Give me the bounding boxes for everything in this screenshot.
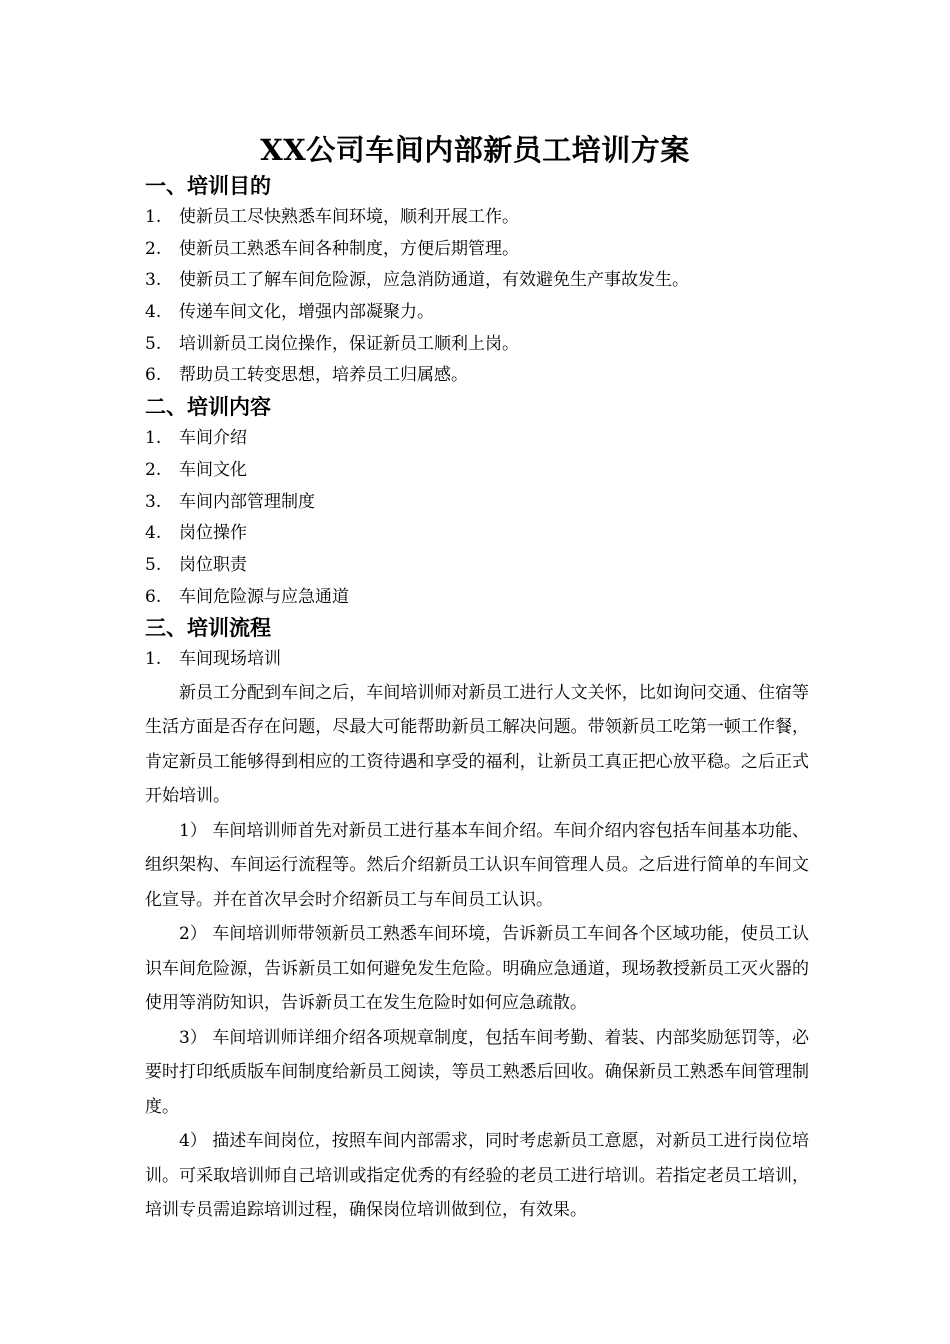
item-number: 3. xyxy=(145,270,162,291)
list-item xyxy=(145,582,809,614)
item-text: 帮助员工转变思想，培养员工归属感。 xyxy=(179,365,468,386)
list-item xyxy=(145,265,809,297)
body-paragraph: 4） 描述车间岗位，按照车间内部需求，同时考虑新员工意愿，对新员工进行岗位培训。可采取培训师自己培训或指定优秀的有经验的老员工进行培训。若指定老员工培训，培训专员需追踪培训过程，确保岗位培训做到位，有效果。 xyxy=(145,1131,809,1221)
section-purpose xyxy=(145,171,809,392)
list-item xyxy=(145,423,809,455)
item-text: 岗位操作 xyxy=(179,523,247,544)
section-heading: 一、培训目的 xyxy=(145,174,271,198)
body-paragraph: 3） 车间培训师详细介绍各项规章制度，包括车间考勤、着装、内部奖励惩罚等，必要时打印纸质版车间制度给新员工阅读，等员工熟悉后回收。确保新员工熟悉车间管理制度。 xyxy=(145,1027,809,1117)
item-text: 车间介绍 xyxy=(179,428,247,449)
item-text: 培训新员工岗位操作，保证新员工顺利上岗。 xyxy=(179,333,519,354)
list-item xyxy=(145,455,809,487)
list-item xyxy=(145,518,809,550)
item-text: 车间危险源与应急通道 xyxy=(179,586,349,607)
item-number: 2. xyxy=(145,459,162,480)
document-body xyxy=(145,171,809,1228)
list-item xyxy=(145,329,809,361)
list-item xyxy=(145,644,809,676)
item-number: 4. xyxy=(145,302,162,323)
item-number: 1. xyxy=(145,649,162,670)
list-item xyxy=(145,202,809,234)
item-number: 6. xyxy=(145,586,162,607)
body-paragraph: 新员工分配到车间之后，车间培训师对新员工进行人文关怀，比如询问交通、住宿等生活方面是否存在问题，尽最大可能帮助新员工解决问题。带领新员工吃第一顿工作餐，肯定新员工能够得到相应的工资待遇和享受的福利，让新员工真正把心放平稳。之后正式开始培训。 xyxy=(145,682,809,807)
list-item xyxy=(145,550,809,582)
item-text: 岗位职责 xyxy=(179,554,247,575)
item-number: 4. xyxy=(145,523,162,544)
content-list xyxy=(145,423,809,613)
item-text: 使新员工了解车间危险源，应急消防通道，有效避免生产事故发生。 xyxy=(179,270,689,291)
section-heading: 三、培训流程 xyxy=(145,616,271,641)
item-text: 传递车间文化，增强内部凝聚力。 xyxy=(179,302,434,323)
item-text: 车间文化 xyxy=(179,459,247,480)
section-process xyxy=(145,613,809,1228)
item-number: 3. xyxy=(145,491,162,512)
list-item xyxy=(145,487,809,519)
item-number: 2. xyxy=(145,238,162,259)
body-paragraph: 1） 车间培训师首先对新员工进行基本车间介绍。车间介绍内容包括车间基本功能、组织架构、车间运行流程等。然后介绍新员工认识车间管理人员。之后进行简单的车间文化宣导。并在首次早会时介绍新员工与车间员工认识。 xyxy=(145,820,809,910)
item-number: 1. xyxy=(145,428,162,449)
item-text: 使新员工熟悉车间各种制度，方便后期管理。 xyxy=(179,238,519,259)
item-text: 车间现场培训 xyxy=(179,649,281,670)
item-text: 车间内部管理制度 xyxy=(179,491,315,512)
list-item xyxy=(145,234,809,266)
section-content xyxy=(145,392,809,613)
process-list xyxy=(145,644,809,676)
document-title: XX公司车间内部新员工培训方案 xyxy=(260,133,690,167)
item-number: 6. xyxy=(145,365,162,386)
body-paragraph: 2） 车间培训师带领新员工熟悉车间环境，告诉新员工车间各个区域功能，使员工认识车间危险源，告诉新员工如何避免发生危险。明确应急通道，现场教授新员工灭火器的使用等消防知识，告诉新员工在发生危险时如何应急疏散。 xyxy=(145,924,809,1014)
list-item xyxy=(145,360,809,392)
purpose-list xyxy=(145,202,809,392)
section-heading: 二、培训内容 xyxy=(145,395,271,420)
item-number: 5. xyxy=(145,554,162,575)
item-number: 1. xyxy=(145,207,162,227)
item-number: 5. xyxy=(145,333,162,354)
item-text: 使新员工尽快熟悉车间环境，顺利开展工作。 xyxy=(179,207,519,227)
list-item xyxy=(145,297,809,329)
